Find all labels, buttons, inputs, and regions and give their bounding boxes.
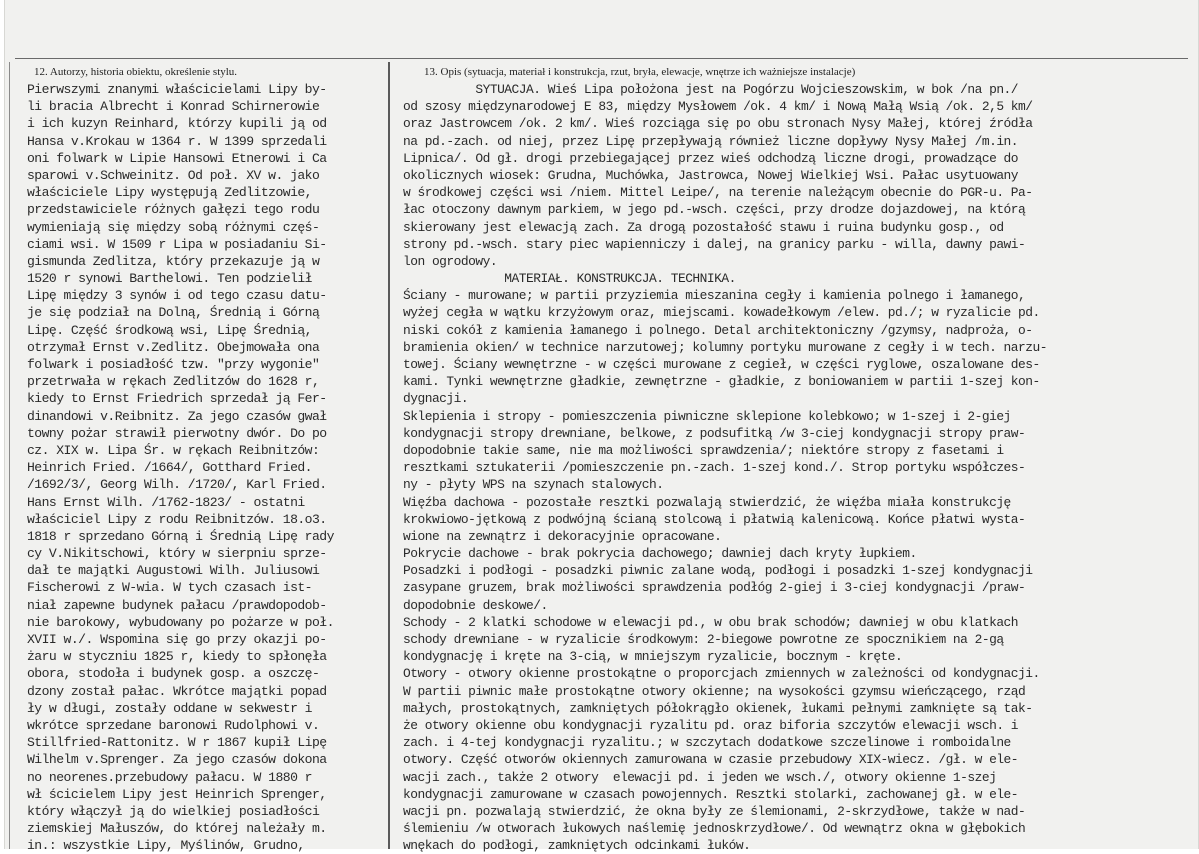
text-line: 1520 r synowi Barthelowi. Ten podzielił: [27, 271, 312, 287]
text-line: lon ogrodowy.: [403, 253, 498, 269]
text-line: obora, stodoła i budynek gosp. a oszczę-: [27, 666, 320, 682]
section-12-history: [27, 65, 383, 854]
text-line: od szosy międzynarodowej E 83, między Mysłowem /ok. 4 km/ i Nową Małą Wsią /ok. 2,5 km/: [403, 99, 1033, 115]
text-line: Lipnica/. Od gł. drogi przebiegającej przez wieś odchodzą liczne drogi, prowadzące do: [403, 150, 1019, 166]
column-divider: [388, 62, 390, 849]
text-line: zach. i 4-tej kondygnacji ryzalitu.; w szczytach dodatkowe szczelinowe i romboidalne: [403, 735, 1011, 751]
text-line: który włączył ją do wielkiej posiadłości: [27, 803, 320, 819]
section-12-heading: 12. Autorzy, historia obiektu, określenie stylu.: [34, 66, 238, 78]
text-line: oni folwark w Lipie Hansowi Etnerowi i Ca: [27, 150, 327, 166]
section-13-text: [403, 81, 1193, 854]
text-line: no neorenes.przebudowy pałacu. W 1880 r: [27, 769, 312, 785]
text-line: że otwory okienne obu kondygnacji ryzalitu pd. oraz biforia szczytów elewacji wsch. i: [403, 717, 1019, 733]
text-line: Stillfried-Rattonitz. W r 1867 kupił Lipę: [27, 735, 327, 751]
text-line: kondygnacji zamurowane w czasach powojennych. Resztki stolarki, zachowanej gł. w ele-: [403, 786, 1019, 802]
text-line: dopodobnie deskowe/.: [403, 597, 548, 613]
text-line: Ściany - murowane; w partii przyziemia mieszanina cegły i kamienia polnego i łamanego,: [403, 288, 1026, 304]
text-line: Posadzki i podłogi - posadzki piwnic zalane wodą, podłogi i posadzki 1-szej kondygnacji: [403, 563, 1033, 579]
text-line: kami. Tynki wewnętrzne gładkie, zewnętrzne - gładkie, z boniowaniem w partii 1-szej kon-: [403, 374, 1040, 390]
text-line: zasypane gruzem, brak możliwości sprawdzenia podłóg 2-giej i 3-ciej kondygnacji /praw-: [403, 580, 1026, 596]
text-line: kiedy to Ernst Friedrich sprzedał ją Fer-: [27, 391, 327, 407]
text-line: bramienia okien/ w technice narzutowej; kolumny portyku murowane z cegły i w tech. narzu-: [403, 339, 1047, 355]
text-line: dopodobnie takie same, nie ma możliwości sprawdzenia/; niektóre stropy z fasetami i: [403, 442, 1004, 458]
text-line: ciami wsi. W 1509 r Lipa w posiadaniu Si-: [27, 236, 327, 252]
text-line: ziemskiej Małuszów, do której należały m.: [27, 821, 327, 837]
section-13-description: [403, 65, 1193, 854]
text-line: in.: wszystkie Lipy, Myślinów, Grudno,: [27, 838, 305, 854]
text-line: towny pożar strawił pierwotny dwór. Do po: [27, 425, 327, 441]
text-line: Więźba dachowa - pozostałe resztki pozwalają stwierdzić, że więźba miała konstrukcję: [403, 494, 1011, 510]
top-rule: [15, 58, 1188, 59]
text-line: Sklepienia i stropy - pomieszczenia piwniczne sklepione kolebkowo; w 1-szej i 2-giej: [403, 408, 1011, 424]
text-line: i ich kuzyn Reinhard, którzy kupili ją od: [27, 116, 327, 132]
text-line: Lipę między 3 synów i od tego czasu datu-: [27, 288, 327, 304]
text-line: wymieniają się między sobą różnymi częś-: [27, 219, 320, 235]
section-13-heading: 13. Opis (sytuacja, materiał i konstrukcja, rzut, bryła, elewacje, wnętrze ich ważniejsze instalacje): [424, 66, 856, 78]
text-line: wkrótce sprzedane baronowi Rudolphowi v.: [27, 717, 320, 733]
text-line: oraz Jastrowcem /ok. 2 km/. Wieś rozciąga się po obu stronach Nysy Małej, której źródła: [403, 116, 1033, 132]
text-line: towej. Ściany wewnętrzne - w części murowane z cegieł, w części ryglowe, oszalowane des-: [403, 357, 1040, 372]
text-line: wł ścicielem Lipy jest Heinrich Sprenger,: [27, 786, 327, 802]
text-line: ły w długi, zostały oddane w sekwestr i: [27, 700, 312, 716]
text-line: otrzymał Ernst v.Zedlitz. Obejmowała ona: [27, 339, 320, 355]
text-line: łac otoczony dawnym parkiem, w jego pd.-wsch. części, przy drodze dojazdowej, na którą: [403, 202, 1026, 218]
text-line: ślemieniu /w otworach łukowych naślemię jednoskrzydłowe/. Od wewnątrz okna w głębokich: [403, 821, 1026, 837]
text-line: cy V.Nikitschowi, który w sierpniu sprze-: [27, 546, 327, 562]
text-line: kondygnację i kręte na 3-cią, w mniejszym ryzalicie, bocznym - kręte.: [403, 649, 903, 665]
text-line: Hansa v.Krokau w 1364 r. W 1399 sprzedali: [27, 133, 327, 149]
section-12-text: [27, 81, 383, 854]
text-line: je się podział na Dolną, Średnią i Górną: [27, 305, 320, 321]
text-line: Wilhelm v.Sprenger. Za jego czasów dokona: [27, 752, 327, 768]
text-line: wione na zewnątrz i dekoracyjnie opracowane.: [403, 528, 722, 544]
text-line: właściciel Lipy z rodu Reibnitzów. 18.o3.: [27, 511, 327, 527]
text-line: niał zapewne budynek pałacu /prawdopodob-: [27, 597, 327, 613]
text-line: wnękach do podłogi, zamkniętych odcinkami łuków.: [403, 838, 751, 854]
text-line: schody drewniane - w ryzalicie środkowym: 2-biegowe powrotne ze spocznikiem na 2-gą: [403, 632, 1004, 647]
text-line: Heinrich Fried. /1664/, Gotthard Fried.: [27, 460, 312, 476]
text-line: sparowi v.Schweinitz. Od poł. XV w. jako: [27, 167, 320, 183]
text-line: przedstawiciele różnych gałęzi tego rodu: [27, 202, 320, 218]
text-line: SYTUACJA. Wieś Lipa położona jest na Pogórzu Wojcieszowskim, w bok /na pn./: [403, 82, 1019, 97]
text-line: okolicznych wiosek: Grudna, Muchówka, Jastrowca, Nowej Wielkiej Wsi. Pałac usytuowany: [403, 167, 1019, 183]
text-line: wyżej cegła w wątku krzyżowym oraz, miejscami. kowadełkowym /elew. pd./; w ryzalicie pd.: [403, 305, 1040, 321]
text-line: dał te majątki Augustowi Wilh. Juliusowi: [27, 563, 320, 579]
text-line: strony pd.-wsch. stary piec wapienniczy i dalej, na granicy parku - willa, dawny pawi-: [403, 236, 1026, 252]
text-line: folwark i posiadłość tzw. "przy wygonie": [27, 357, 320, 372]
text-line: cz. XIX w. Lipa Śr. w rękach Reibnitzów:: [27, 442, 320, 458]
text-line: skierowany jest elewacją zach. Za drogą pozostałość stawu i ruina budynku gosp., od: [403, 219, 1004, 235]
text-line: Pierwszymi znanymi właścicielami Lipy by-: [27, 82, 327, 97]
text-line: Pokrycie dachowe - brak pokrycia dachowego; dawniej dach kryty łupkiem.: [403, 546, 917, 562]
text-line: niski cokół z kamienia łamanego i polnego. Detal architektoniczny /gzymsy, nadproża, o-: [403, 322, 1033, 338]
text-line: W partii piwnic małe prostokątne otwory okienne; na wysokości gzymsu wieńczącego, rząd: [403, 683, 1026, 699]
text-line: żaru w styczniu 1825 r, kiedy to spłonęła: [27, 649, 327, 665]
text-line: /1692/3/, Georg Wilh. /1720/, Karl Fried.: [27, 477, 327, 493]
text-line: gismunda Zedlitza, który przekazuje ją w: [27, 253, 320, 269]
text-line: XVII w./. Wspomina się go przy okazji po-: [27, 632, 327, 647]
document-sheet: [4, 0, 1199, 854]
text-line: nie barokowy, wybudowany po pożarze w poł.: [27, 614, 334, 630]
text-line: MATERIAŁ. KONSTRUKCJA. TECHNIKA.: [403, 271, 736, 287]
text-line: Fischerowi z W-wia. W tych czasach ist-: [27, 580, 312, 596]
text-line: dinandowi v.Reibnitz. Za jego czasów gwał: [27, 408, 327, 424]
text-line: resztkami sztukaterii /pomieszczenie pn.-zach. 1-szej kond./. Strop portyku współczes-: [403, 460, 1026, 476]
text-line: wacji zach., także 2 otwory elewacji pd. i jeden we wsch./, otwory okienne 1-szej: [403, 769, 997, 785]
text-line: li bracia Albrecht i Konrad Schirnerowie: [27, 99, 320, 115]
text-line: na pd.-zach. od niej, przez Lipę przepływają również liczne dopływy Nysy Małej /m.in.: [403, 133, 1019, 149]
text-line: kondygnacji stropy drewniane, belkowe, z podsufitką /w 3-ciej kondygnacji stropy praw-: [403, 425, 1026, 441]
text-line: ny - płyty WPS na szynach stalowych.: [403, 477, 664, 493]
text-line: dygnacji.: [403, 391, 469, 407]
text-line: dzony został pałac. Wkrótce majątki popad: [27, 683, 327, 699]
text-line: Schody - 2 klatki schodowe w elewacji pd., w obu brak schodów; dawniej w obu klatkach: [403, 614, 1019, 630]
text-line: Lipę. Część środkową wsi, Lipę Średnią,: [27, 322, 312, 338]
left-margin-rule: [9, 62, 10, 849]
text-line: 1818 r sprzedano Górną i Średnią Lipę rady: [27, 528, 334, 544]
text-line: Hans Ernst Wilh. /1762-1823/ - ostatni: [27, 494, 305, 510]
text-line: przetrwała w rękach Zedlitzów do 1628 r,: [27, 374, 320, 390]
text-line: wacji pn. pozwalają stwierdzić, że okna były ze ślemionami, 2-skrzydłowe, także w nad-: [403, 803, 1026, 819]
text-line: Otwory - otwory okienne prostokątne o proporcjach zmiennych w zależności od kondygnacji.: [403, 666, 1040, 682]
text-line: właściciele Lipy występują Zedlitzowie,: [27, 185, 312, 201]
text-line: krokwiowo-jętkową z podwójną ścianą stolcową i płatwią kalenicową. Końce płatwi wysta-: [403, 511, 1026, 527]
text-line: otwory. Część otworów okiennych zamurowana w czasie przebudowy XIX-wiecz. /gł. w ele-: [403, 752, 1019, 768]
text-line: w środkowej części wsi /niem. Mittel Leipe/, na terenie należącym obecnie do PGR-u. Pa-: [403, 185, 1033, 201]
text-line: małych, prostokątnych, zamkniętych półokrągło okienek, łukami pełnymi zamknięte są tak-: [403, 700, 1033, 716]
